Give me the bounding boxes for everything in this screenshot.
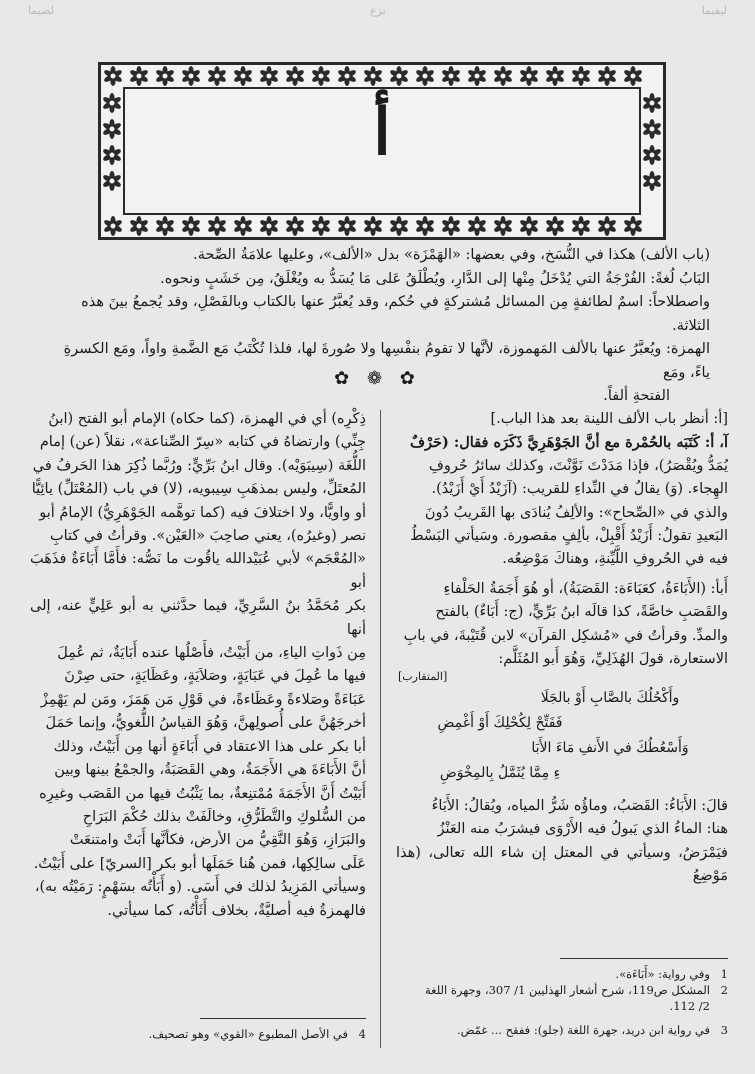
- text-line: الهِجاء. (وَ) يقالُ في النِّداءِ للقريب: (آزَيْدُ أَيْ أَزَيْدُ).: [431, 481, 728, 498]
- flower-ornament-icon: [129, 216, 149, 236]
- flower-ornament-icon: [337, 66, 357, 86]
- flower-ornament-icon: [415, 66, 435, 86]
- intro-line: (باب الألف) هكذا في النُّسَخ، وفي بعضها: «الهَمْزَة» بدل «الألف»، وعليها علامَةُ الصِّحة.: [193, 247, 710, 263]
- flower-ornament-icon: [155, 216, 175, 236]
- footnote-number: 2: [720, 983, 728, 997]
- text-line: نصر (وغيرُه)، يعني صاحِبَ «العَيْن». وقرأتُ في كتابِ: [49, 528, 366, 545]
- text-line: والبَرَازِ، وَهُوَ النَّقِيُّ من الأرض، فكأنَّها أَبَتْ وامتنعَتْ: [69, 832, 366, 849]
- intro-line: واصطلاحاً: اسمٌ لطائفةٍ مِن المسائل مُشتركةٍ في حُكم، وقد يُعبَّرُ عنها بالكتاب وبالفَصْلِ، وقد يُجمعُ بينَ هذه الثلاثة.: [81, 294, 710, 334]
- running-header-right: ليفيما: [701, 4, 727, 17]
- text-line: وسيأتي المَزِيدُ لذلك في أَسَى. (و أَبَأْتُه بسَهْمٍ: رَمَيْتُه به)،: [34, 879, 366, 896]
- footnote-text: في رواية ابن دريد، جهرة اللغة (جلو): ففقح ... غمّض.: [456, 1023, 710, 1037]
- text-line: أنَّ الأَبَاءَةَ هي الأَجَمَةُ، وهي القَصَبَةُ، والجمْعُ بينها وبين: [54, 762, 366, 779]
- footnote: [396, 982, 728, 998]
- text-line: المُعتَلِّ، وليس بمذهَبِ سِيبويه، (لا) في باب (المُعْتَلِّ) يائِيًّا: [31, 481, 366, 498]
- flower-ornament-icon: [571, 216, 591, 236]
- section-separator: ✿ ❁ ✿: [334, 368, 421, 389]
- poem-hemistich: وأَكْحُلُكَ بالصَّابِ أَوْ بالجَلَا: [540, 690, 680, 706]
- flower-ornament-icon: [493, 216, 513, 236]
- column-divider: [380, 410, 381, 1048]
- footnote: [30, 1026, 366, 1042]
- flower-ornament-icon: [467, 216, 487, 236]
- text-line: [أ: أنظر باب الألف اللينة بعد هذا الباب.]: [490, 411, 728, 427]
- footnote-number: 3: [720, 1023, 728, 1037]
- flower-ornament-icon: [285, 216, 305, 236]
- text-line: من السُّلوكِ والتَّطَرُّقِ، وخالَفَتْ بذلك حُكْمَ البَرَاحِ: [82, 808, 366, 825]
- flower-ornament-icon: [441, 216, 461, 236]
- chapter-letter: أ: [373, 95, 391, 170]
- footnote-rule-right: [560, 958, 728, 959]
- flower-ornament-icon: [181, 216, 201, 236]
- flower-ornament-icon: [623, 66, 643, 86]
- text-line: قالَ: الأَبَاءُ: القَصَبُ، وماؤُه شَرُّ المياه، ويُقالُ: الأَبَاءُ: [431, 798, 728, 814]
- text-line: «المُعْجَم» لأبي عُبَيْدالله ياقُوت ما نَصُّه: فأَمَّا أَبَاءَةٌ فذَهَبَ أبو: [30, 551, 366, 591]
- flower-ornament-icon: [389, 216, 409, 236]
- footnote: [396, 998, 728, 1014]
- flower-ornament-icon: [155, 66, 175, 86]
- footnote-text: 2/ 112.: [669, 999, 710, 1013]
- text-line: فيه في الحُروفِ اللَّيِّنةِ، وهناكَ مَوْضِعُه.: [502, 551, 728, 568]
- flower-ornament-icon: [493, 66, 513, 86]
- flower-ornament-icon: [545, 66, 565, 86]
- text-line: مِن ذَواتِ الياءِ، من أَبَيْتُ، فأَصْلُها عنده أَبَايَةٌ، ثم عُمِلَ: [57, 645, 366, 662]
- flower-ornament-icon: [233, 216, 253, 236]
- flower-ornament-icon: [519, 66, 539, 86]
- flower-ornament-icon: [129, 66, 149, 86]
- poem-meter: [المتقارب]: [398, 670, 448, 683]
- flower-ornament-icon: [311, 216, 331, 236]
- flower-ornament-icon: [467, 66, 487, 86]
- flower-ornament-icon: [103, 66, 123, 86]
- poem-hemistich: وَأَسْعُطُكَ في الأَنفِ مَاءَ الأَبَا: [531, 740, 689, 756]
- text-line: بكر مُحَمَّدُ بنُ السَّرِيِّ، فيما حدَّثني به أبو عَلِيٍّ عنه، إلى أنها: [30, 598, 366, 638]
- text-line: الاستعارة، قولَ الهُذَلِيِّ، وَهُوَ أَبو المُثَلَّم:: [498, 651, 728, 668]
- flower-ornament-icon: [415, 216, 435, 236]
- text-line: جِنِّي) وارتضاهُ في كتابه «سِرّ الصِّناعة»، نقلاً (عن) إمام: [39, 434, 366, 451]
- text-line: أخرجَهُنَّ على أُصولِهنَّ، وَهُوَ القياسُ اللُّغويُّ، وإنما حَمَلَ: [45, 715, 366, 732]
- flower-ornament-icon: [285, 66, 305, 86]
- text-line: والمدِّ. وقرأتُ في «مُشكِل القرآن» لابن قُتَيْبةَ، في بابِ: [403, 627, 728, 644]
- flower-ornament-icon: [519, 216, 539, 236]
- text-line: فيَمْرَضُ، وسيأتي في المعتل إن شاء الله تعالى، (هذا مَوْضِعُ: [396, 844, 728, 885]
- footnote-text: المشكل ص119، شرح أشعار الهذليين 1/ 307، وجهرة اللغة: [425, 983, 710, 997]
- running-header: [0, 4, 755, 22]
- footnote-text: وفي رواية: «أَبَاءَة».: [615, 967, 710, 981]
- text-line: عَلَى سالِكِها، فمن هُنا حَمَلَها أبو بكر [السريّ] على أَبَيْتُ.: [33, 855, 366, 872]
- flower-ornament-icon: [259, 66, 279, 86]
- flower-ornament-icon: [363, 66, 383, 86]
- text-line: آ، أ: كَتَبَه بالحُمْرة مع أنَّ الجَوْهَرِيَّ ذَكَرَه فقال: (حَرْفٌ: [409, 434, 728, 452]
- footnote: [396, 966, 728, 982]
- text-line: أَبَيْتُ أَنَّ الأَجَمَةَ مُمْتنِعةٌ، بما يَثْبُتُ فيها من القَصَب وغيرِه: [39, 785, 366, 802]
- flower-ornament-icon: [233, 66, 253, 86]
- text-line: أو واويًّا، ولا اختلافَ فيه (كما توهَّمه الجَوْهَرِيُّ) الإمامُ أبو: [39, 504, 366, 521]
- text-line: البَعيدِ تقولُ: أَزَيْدُ أَقْبِلْ، بألِفٍ مقصورة. وسَيأتي البَسْطُ: [410, 528, 728, 545]
- flower-ornament-icon: [337, 216, 357, 236]
- flower-ornament-icon: [597, 66, 617, 86]
- intro-line: البَابُ لُغةً: الفُرْجَةُ التي يُدْخَلُ مِنْها إلى الدَّارِ، ويُطْلَقُ عَلى مَا يُسَدُّ به ويُغْلَقُ، مِن خَشَبٍ ونحوه.: [160, 270, 710, 287]
- flower-ornament-icon: [311, 66, 331, 86]
- flower-ornament-icon: [545, 216, 565, 236]
- footnote-text: في الأصل المطبوع «القوي» وهو تصحيف.: [148, 1027, 348, 1041]
- flower-ornament-icon: [102, 171, 122, 191]
- flower-ornament-icon: [441, 66, 461, 86]
- footnote-number: 4: [358, 1027, 366, 1041]
- flower-ornament-icon: [207, 66, 227, 86]
- text-line: ذِكْرِه) أي في الهمزة، (كما حكاه) الإمام أبو الفتح (ابنُ: [48, 411, 366, 427]
- text-line: اللُّغَة (سِيبَوَيْه). وقال ابنُ بَرِّيٍّ: ورُبَّما ذُكِرَ هذا الحَرفُ في: [32, 457, 366, 474]
- poem-hemistich: ءِ مِمَّا يُثَمَّلُ بِالمِخْوَضِ: [439, 765, 561, 781]
- intro-line: الهمزة: ويُعبَّرُ عنها بالألف المَهموزة، لأنَّها لا تقومُ بنفْسِها ولا صُورةَ لها، فلذا تُكْتَبُ مَع الضَّمةِ واواً، ومَع الكسرةِ ياءً، ومَع: [63, 341, 710, 381]
- footnotes-left: [30, 1026, 366, 1042]
- flower-ornament-icon: [103, 216, 123, 236]
- flower-ornament-icon: [181, 66, 201, 86]
- text-line: فالهمزةُ فيه أصليَّةٌ، بخلاف أَثَأْتُه، كما سيأتي.: [107, 902, 366, 919]
- footnote-number: 1: [720, 967, 728, 981]
- ornamental-frame: [98, 62, 666, 240]
- text-line: أبا بكر على هذا الاعتقاد في أَبَاءَةٍ أنها مِن أَبَيْتُ، وذلك: [53, 738, 366, 755]
- poem-hemistich: فَفَتِّحْ لِكُحْلِكَ أَوْ أَغْمِضِ: [437, 715, 563, 731]
- footnotes-right: [396, 966, 728, 1038]
- running-header-left: لصيما: [28, 4, 54, 17]
- text-line: هنا: الماءُ الذي يَبولُ فيه الأَرْوَى فيشرَبُ منه العَنْزُ: [437, 821, 728, 838]
- text-line: فيها ما عُمِلَ في عَبَايَةٍ، وصَلاَيَةٍ، وعَظَايَةٍ، حتى صِرْنَ: [64, 668, 366, 685]
- text-line: يُمَدُّ ويُقْصَرُ)، فإذا مَدَدْتَ نَوَّنْتَ، وكذلك سائرُ حُروفِ: [428, 457, 728, 474]
- right-column-continuation: [396, 795, 728, 889]
- flower-ornament-icon: [363, 216, 383, 236]
- intro-line: الفتحةِ ألفاً.: [603, 388, 670, 404]
- flower-ornament-icon: [571, 66, 591, 86]
- left-column: [30, 408, 366, 923]
- flower-ornament-icon: [597, 216, 617, 236]
- text-line: والقَصَبِ خاصَّةً، كذا قالَه ابنُ بَرِّيٍّ، (ج: أَبَاءٌ) بالفتح: [435, 604, 728, 621]
- flower-ornament-icon: [642, 171, 662, 191]
- flower-ornament-icon: [259, 216, 279, 236]
- right-column: [396, 408, 728, 671]
- text-line: عَبَاءَةً وصَلاءةً وعَظَاءةً، في قَوْلِ مَن هَمَزَ، ومَن لم يَهْمِزْ: [40, 691, 366, 708]
- flower-ornament-icon: [207, 216, 227, 236]
- running-header-center: بزع: [369, 4, 386, 17]
- flower-ornament-icon: [623, 216, 643, 236]
- footnote: [396, 1022, 728, 1038]
- footnote-rule-left: [200, 1018, 366, 1019]
- text-line: والذي في «الصِّحاح»: والألِفُ يُنادَى بها القَريبُ دُونَ: [424, 504, 728, 521]
- text-line: أَبأ: (الأَبَاءَةُ، كعَبَاءَة: القَصَبَةُ)، أو هُوَ أَجَمَةُ الحَلْفاءِ: [443, 580, 728, 597]
- flower-ornament-icon: [389, 66, 409, 86]
